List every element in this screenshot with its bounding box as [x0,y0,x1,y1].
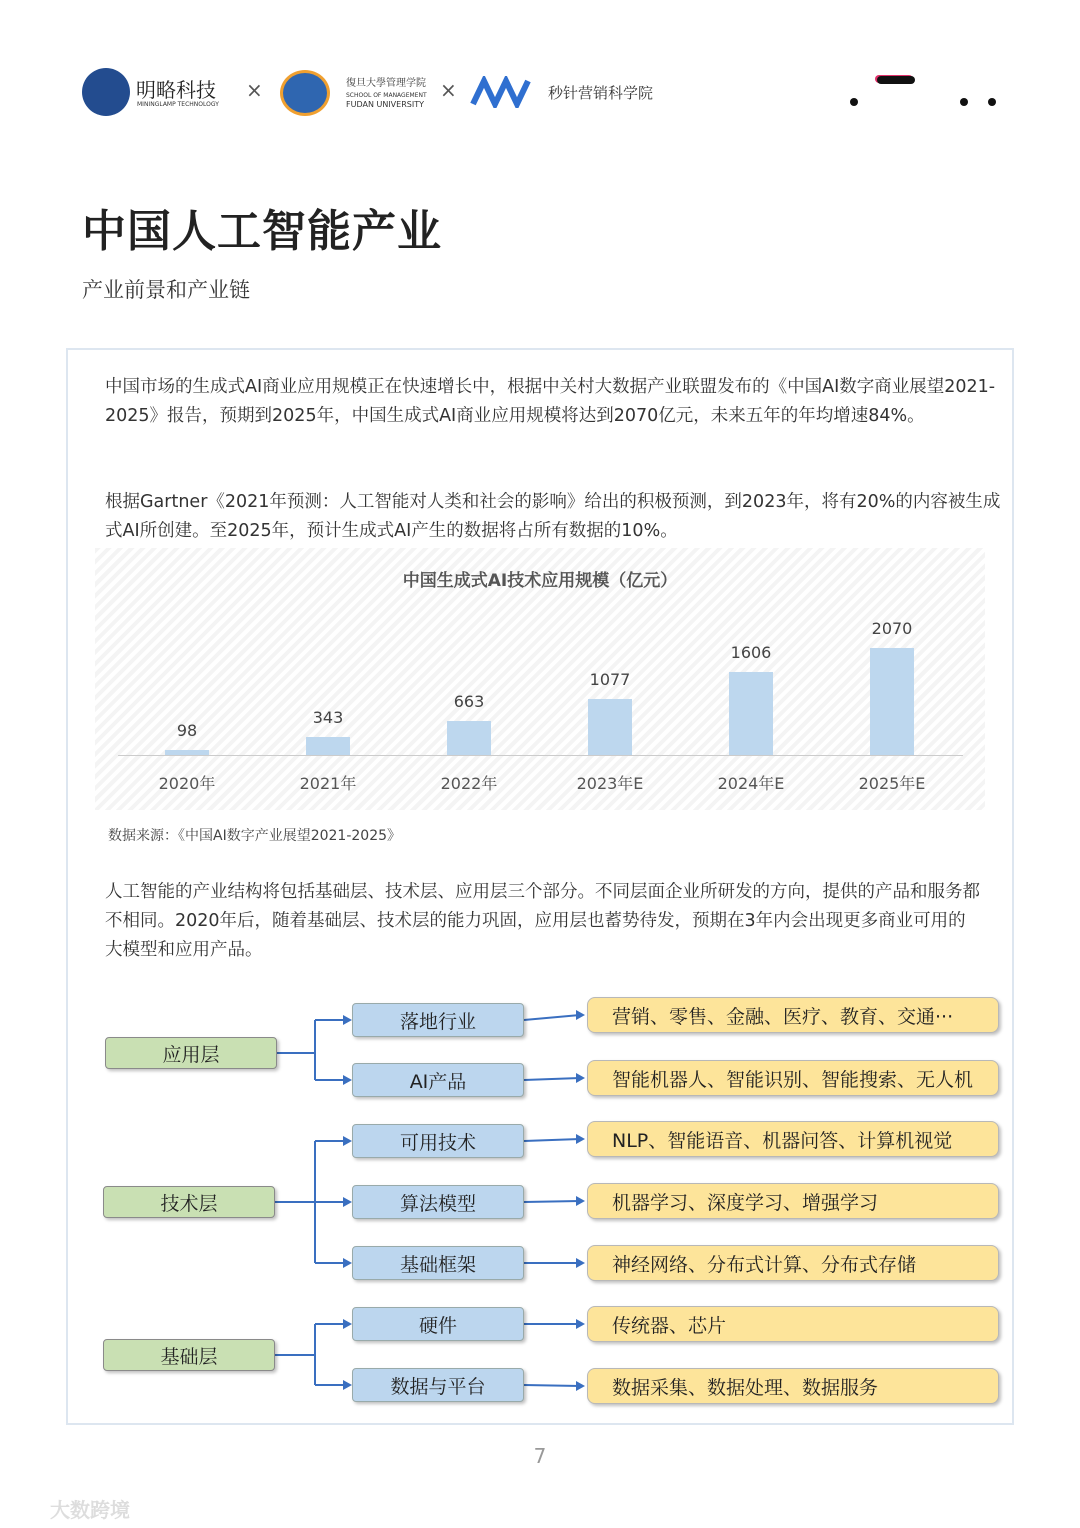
times-sign: × [246,78,263,102]
detail-box: 机器学习、深度学习、增强学习 [587,1183,999,1219]
page-title: 中国人工智能产业 [82,206,442,257]
layer-box: 应用层 [105,1037,277,1069]
page-subtitle: 产业前景和产业链 [82,278,250,302]
detail-box: 智能机器人、智能识别、智能搜索、无人机 [587,1060,999,1096]
logo-fudan-en2: FUDAN UNIVERSITY [346,100,424,109]
x-tick-label: 2022年 [440,774,498,793]
category-box: AI产品 [352,1063,524,1097]
detail-box: 数据采集、数据处理、数据服务 [587,1368,999,1404]
detail-box: NLP、智能语音、机器问答、计算机视觉 [587,1121,999,1157]
data-source: 数据来源：《中国AI数字产业展望2021-2025》 [108,828,402,844]
detail-box: 营销、零售、金融、医疗、教育、交通··· [587,997,999,1033]
x-tick-label: 2020年 [158,774,216,793]
detail-box: 神经网络、分布式计算、分布式存储 [587,1245,999,1281]
bar-value-label: 2070 [871,619,913,638]
bar-value-label: 663 [453,691,485,711]
chart-title: 中国生成式AI技术应用规模（亿元） [402,571,678,591]
logo-miaozhen: 秒针营销科学院 [548,84,654,102]
layer-box: 技术层 [103,1186,275,1218]
category-box: 可用技术 [352,1124,524,1158]
layer-box: 基础层 [103,1339,275,1371]
watermark: 大数跨境 [50,1498,130,1522]
detail-box: 传统器、芯片 [587,1306,999,1342]
bar-value-label: 343 [312,708,344,728]
paragraph-market: 中国市场的生成式AI商业应用规模正在快速增长中，根据中关村大数据产业联盟发布的《中国AI数字商业展望2021-2025》报告，预期到2025年，中国生成式AI商业应用规模将达到2070亿元，未来五年的年均增速84%。 [105,377,996,426]
paragraph-structure: 人工智能的产业结构将包括基础层、技术层、应用层三个部分。不同层面企业所研发的方向，提供的产品和服务都不相同。2020年后，随着基础层、技术层的能力巩固，应用层也蓄势待发，预期在3年内会出现更多商业可用的大模型和应用产品。 [105,882,980,960]
paragraph-gartner: 根据Gartner《2021年预测：人工智能对人类和社会的影响》给出的积极预测，到2023年，将有20%的内容被生成式AI所创建。至2025年，预计生成式AI产生的数据将占所有数据的10%。 [105,492,1001,541]
category-box: 算法模型 [352,1185,524,1219]
category-box: 数据与平台 [352,1368,524,1402]
x-tick-label: 2024年E [717,774,785,793]
page-number: 7 [533,1444,547,1468]
bar-value-label: 1077 [589,670,631,690]
bar-value-label: 1606 [730,642,772,662]
category-box: 基础框架 [352,1246,524,1280]
category-box: 硬件 [352,1307,524,1341]
logo-fudan-cn: 復旦大學管理学院 [346,78,426,89]
x-tick-label: 2021年 [299,774,357,793]
logo-mininglamp: 明略科技 [136,78,216,102]
x-tick-label: 2025年E [858,774,926,793]
logo-mininglamp-sub: MININGLAMP TECHNOLOGY [137,101,219,108]
x-tick-label: 2023年E [576,774,644,793]
logo-fudan-en1: SCHOOL OF MANAGEMENT [346,92,427,99]
times-sign: × [440,78,457,102]
bar-value-label: 98 [176,720,198,740]
category-box: 落地行业 [352,1003,524,1037]
